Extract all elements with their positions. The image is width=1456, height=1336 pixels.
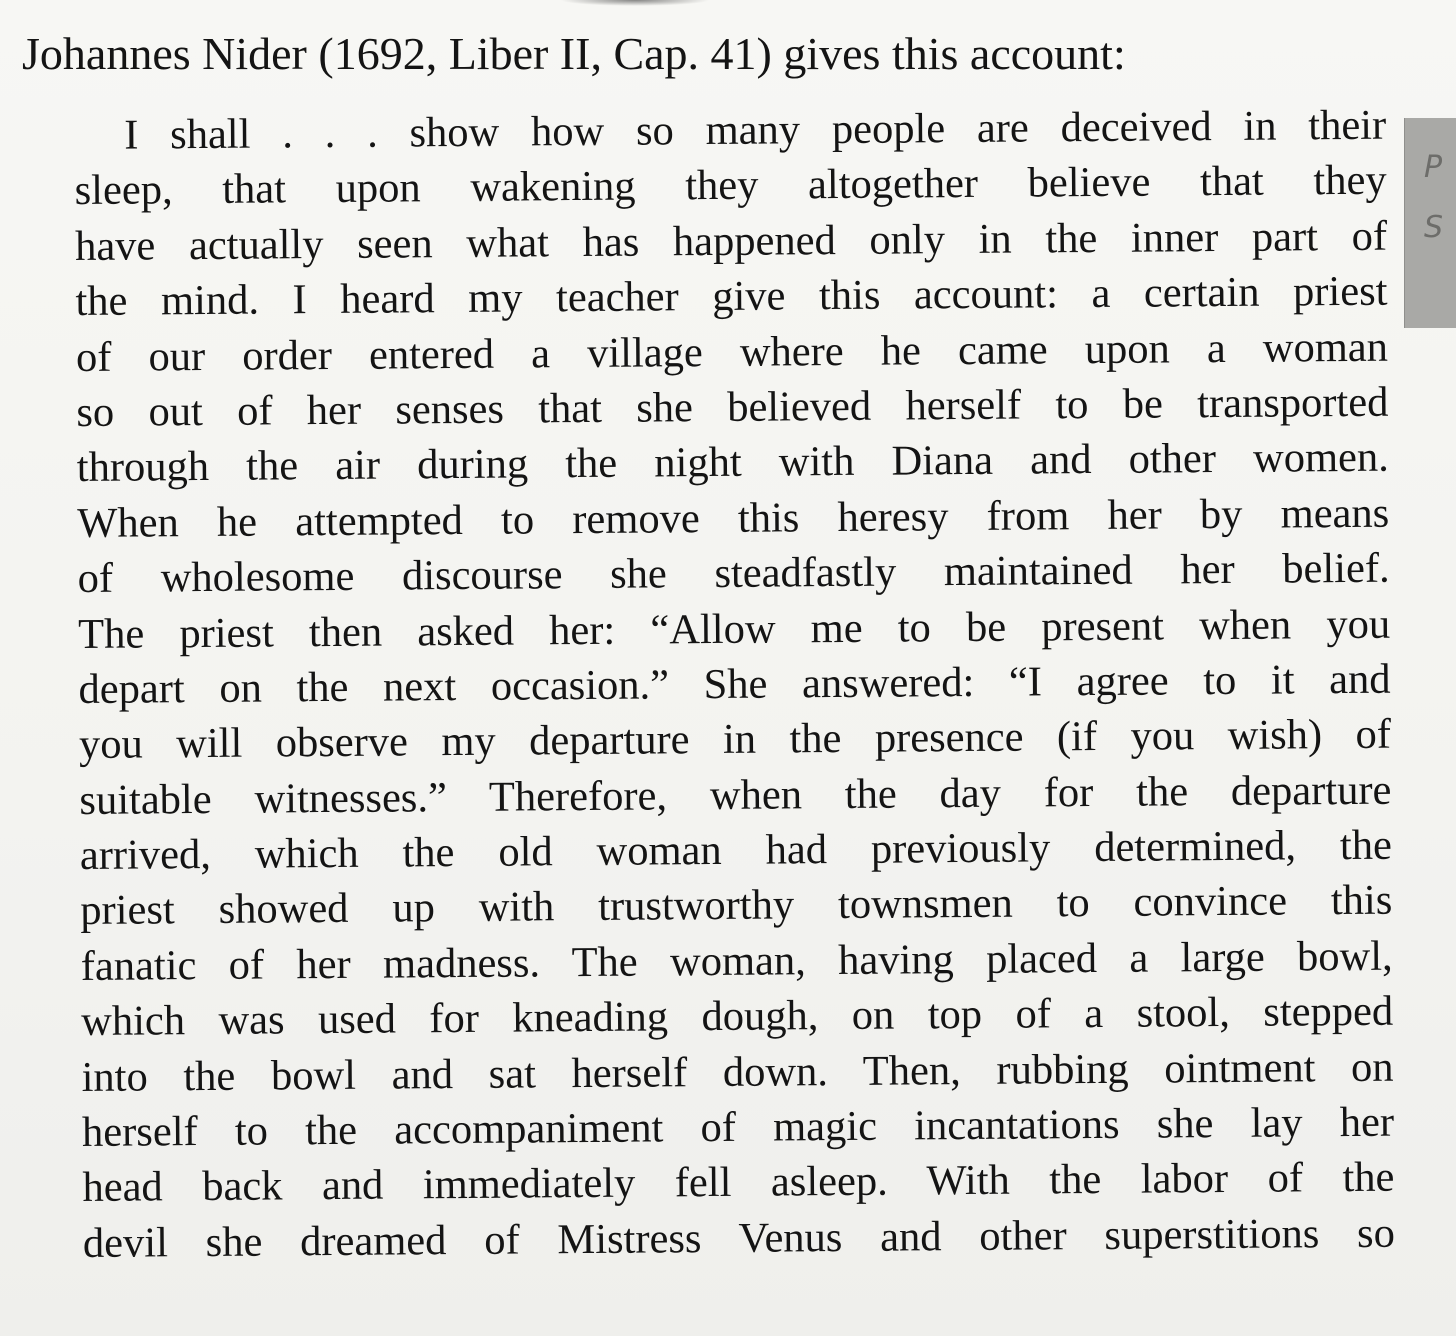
quote-line: herself to the accompaniment of magic incantations she lay her <box>81 1098 1395 1156</box>
quote-line: which was used for kneading dough, on top of a stool, stepped <box>80 987 1394 1046</box>
quote-line: priest showed up with trustworthy townsmen to convince this <box>80 877 1393 935</box>
quote-line: suitable witnesses.” Therefore, when the day for the departure <box>79 766 1392 824</box>
quote-line: depart on the next occasion.” She answered: “I agree to it and <box>78 655 1391 713</box>
quote-line: through the air during the night with Diana and other women. <box>76 434 1389 492</box>
margin-handwriting: P <box>1424 150 1443 185</box>
quote-line: arrived, which the old woman had previously determined, the <box>79 821 1393 880</box>
quote-line: of wholesome discourse she steadfastly maintained her belief. <box>77 544 1390 603</box>
quote-line: devil she dreamed of Mistress Venus and other superstitions so <box>82 1209 1396 1267</box>
quote-line: have actually seen what has happened only in the inner part of <box>74 212 1388 270</box>
quote-line: sleep, that upon wakening they altogether believe that they <box>74 157 1387 215</box>
quote-line: into the bowl and sat herself down. Then, rubbing ointment on <box>81 1043 1394 1101</box>
intro-sentence: Johannes Nider (1692, Liber II, Cap. 41) gives this account: <box>22 28 1126 79</box>
block-quote <box>74 98 1395 1271</box>
quote-line: so out of her senses that she believed herself to be transported <box>76 378 1389 436</box>
cropped-text-fragment <box>560 0 710 6</box>
margin-handwriting: S <box>1424 210 1444 245</box>
quote-line: The priest then asked her: “Allow me to be present when you <box>77 600 1391 658</box>
quote-line: When he attempted to remove this heresy from her by means <box>77 489 1390 547</box>
quote-line: I shall . . . show how so many people are deceived in their <box>124 101 1387 159</box>
quote-line: you will observe my departure in the presence (if you wish) of <box>78 710 1392 769</box>
quote-line: head back and immediately fell asleep. With the labor of the <box>82 1154 1395 1212</box>
quote-line: the mind. I heard my teacher give this account: a certain priest <box>75 267 1388 326</box>
quote-line: of our order entered a village where he came upon a woman <box>75 323 1389 381</box>
quote-line: fanatic of her madness. The woman, having placed a large bowl, <box>80 932 1393 990</box>
